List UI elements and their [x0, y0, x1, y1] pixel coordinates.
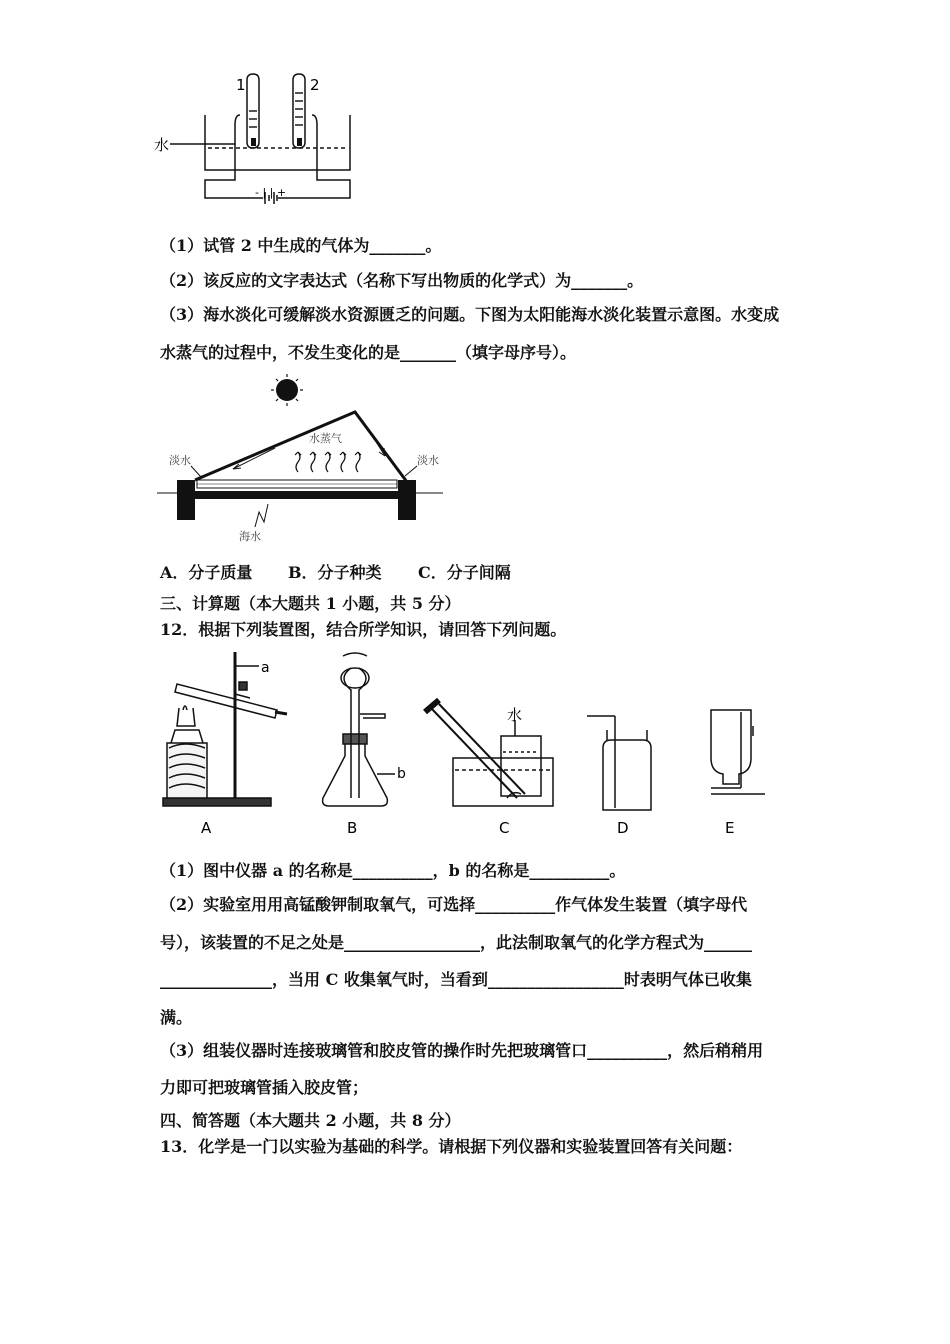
electrolysis-figure: [150, 70, 370, 210]
tube2-label: 2: [310, 76, 320, 94]
q12-part3-line2: 力即可把玻璃管插入胶皮管；: [160, 1078, 369, 1097]
q12-part2-line4: 满。: [160, 1008, 193, 1027]
caption-a: A: [201, 819, 212, 837]
q12-part2-line1: （2）实验室用用高锰酸钾制取氧气，可选择__________作气体发生装置（填字母代: [160, 895, 748, 914]
vapor-label: 水蒸气: [309, 432, 342, 445]
option-c: C．分子间隔: [418, 563, 511, 582]
q11-part2: （2）该反应的文字表达式（名称下写出物质的化学式）为_______。: [160, 271, 644, 290]
water-label-c: 水: [507, 706, 523, 724]
option-b: B．分子种类: [288, 563, 382, 582]
q11-part3-line2: 水蒸气的过程中，不发生变化的是_______（填字母序号）。: [160, 343, 577, 362]
section3-heading: 三、计算题（本大题共 1 小题，共 5 分）: [160, 594, 461, 613]
caption-e: E: [725, 819, 735, 837]
q12-part2-line3: ______________，当用 C 收集氧气时，当看到_________________时表明气体已收集: [160, 970, 752, 989]
q11-part3-line1: （3）海水淡化可缓解淡水资源匮乏的问题。下图为太阳能海水淡化装置示意图。水变成: [160, 305, 780, 324]
option-a: A．分子质量: [160, 563, 253, 582]
question13-stem: 13．化学是一门以实验为基础的科学。请根据下列仪器和实验装置回答有关问题：: [160, 1137, 743, 1156]
section4-heading: 四、简答题（本大题共 2 小题，共 8 分）: [160, 1111, 461, 1130]
fresh-water-left-label: 淡水: [169, 454, 191, 467]
caption-c: C: [499, 819, 510, 837]
label-a: a: [261, 660, 270, 676]
caption-b: B: [347, 819, 358, 837]
q12-part1: （1）图中仪器 a 的名称是__________，b 的名称是__________。: [160, 861, 626, 880]
q11-part1: （1）试管 2 中生成的气体为_______。: [160, 236, 442, 255]
caption-d: D: [617, 819, 629, 837]
apparatus-figure: [155, 648, 785, 840]
battery-label: - | | +: [255, 186, 287, 199]
label-b: b: [397, 766, 406, 782]
fresh-water-right-label: 淡水: [417, 454, 439, 467]
water-label: 水: [154, 136, 170, 154]
sun-icon: [276, 379, 298, 401]
q12-part2-line2: 号），该装置的不足之处是_________________，此法制取氧气的化学方程式为______: [160, 933, 753, 952]
question12-stem: 12．根据下列装置图，结合所学知识，请回答下列问题。: [160, 620, 567, 639]
q12-part3-line1: （3）组装仪器时连接玻璃管和胶皮管的操作时先把玻璃管口__________，然后稍稍用: [160, 1041, 764, 1060]
desalination-figure: [155, 372, 445, 547]
seawater-label: 海水: [239, 530, 261, 543]
tube1-label: 1: [236, 76, 246, 94]
